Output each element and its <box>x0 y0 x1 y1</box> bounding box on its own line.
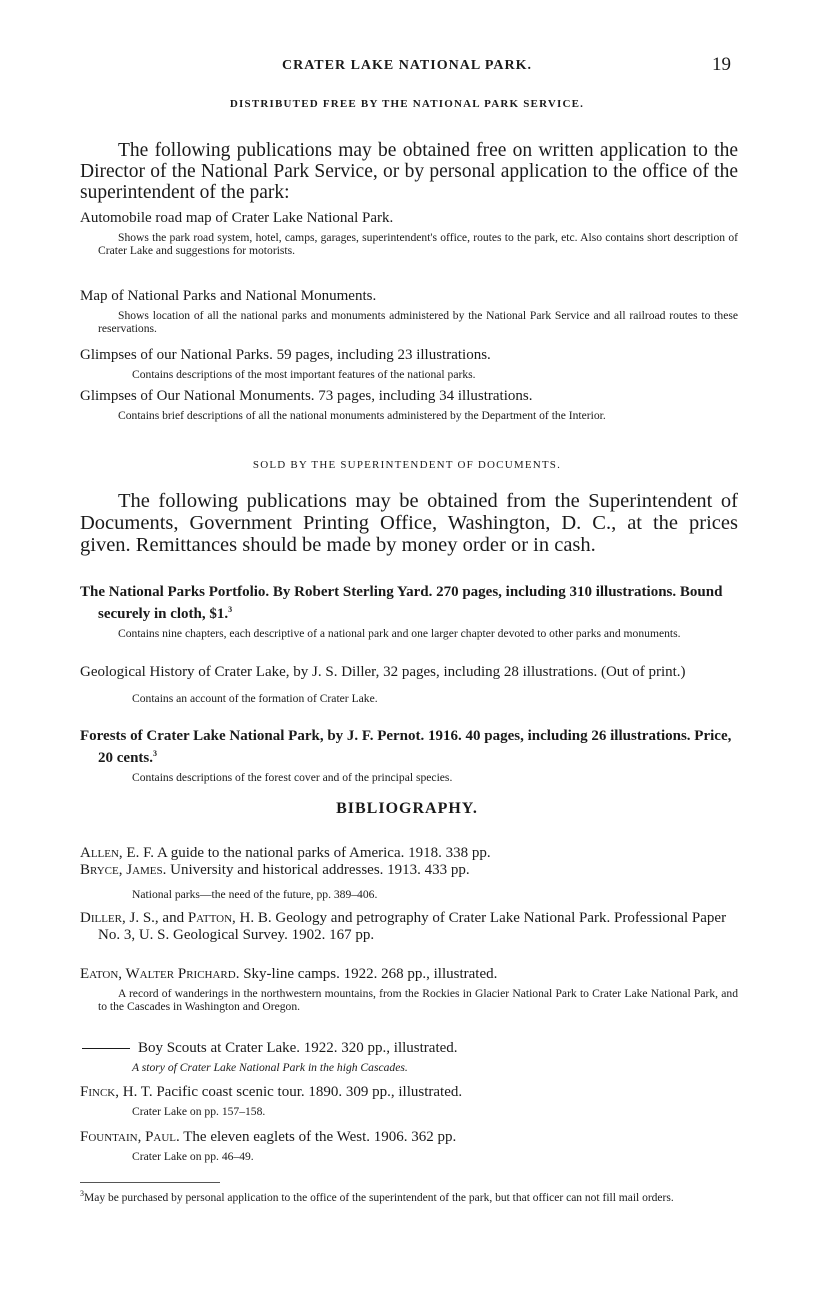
item-description: Contains an account of the formation of Crater Lake. <box>132 692 378 705</box>
entry-text: Pacific coast scenic tour. 1890. 309 pp., illustrated. <box>156 1084 463 1100</box>
free-item <box>80 347 738 382</box>
footnote-rule <box>80 1182 220 1183</box>
entry-author: Bryce, James. <box>80 862 167 878</box>
footnote-marker: 3 <box>80 1189 84 1198</box>
footnote-marker: 3 <box>153 749 157 758</box>
footnote-text: May be purchased by personal application to the office of the superintendent of the park, but that officer can not fill mail orders. <box>84 1191 674 1204</box>
entry-note: Crater Lake on pp. 157–158. <box>132 1105 266 1118</box>
sold-section-intro: The following publications may be obtained from the Superintendent of Documents, Government Printing Office, Washington, D. C., at the prices given. Remittances should be made by money order or in cash. <box>80 490 738 556</box>
free-item <box>80 388 738 423</box>
entry-author: Patton, H. B. <box>187 910 272 926</box>
item-title: Geological History of Crater Lake, by J. S. Diller, 32 pages, including 28 illustrations. (Out of print.) <box>80 664 686 680</box>
bibliography-entry: Diller, J. S., and Patton, H. B. Geology and petrography of Crater Lake National Park. Professional Paper No. 3, U. S. Geological Survey. 1902. 167 pp. <box>80 910 727 943</box>
item-title: Forests of Crater Lake National Park, by J. F. Pernot. 1916. 40 pages, including 26 illustrations. Price, 20 cents.$^3$ <box>80 728 732 766</box>
item-title: Glimpses of Our National Monuments. 73 pages, including 34 illustrations. <box>80 388 533 404</box>
item-title: Glimpses of our National Parks. 59 pages, including 23 illustrations. <box>80 347 491 363</box>
entry-text: Boy Scouts at Crater Lake. 1922. 320 pp., illustrated. <box>138 1040 458 1056</box>
bibliography-heading: BIBLIOGRAPHY. <box>336 800 478 817</box>
free-item <box>80 288 738 335</box>
footnote <box>80 1188 738 1204</box>
entry-text: Geology and petrography of Crater Lake National Park. Professional Paper No. 3, U. S. Geological Survey. 1902. 167 pp. <box>98 910 727 943</box>
free-section-intro: The following publications may be obtained free on written application to the Director of the National Park Service, or by personal application to the office of the superintendent of the park: <box>80 140 738 203</box>
free-item <box>80 210 738 257</box>
entry-author: Fountain, Paul. <box>80 1129 180 1145</box>
entry-text: Sky-line camps. 1922. 268 pp., illustrated. <box>243 966 498 982</box>
bibliography-entry <box>80 1129 738 1164</box>
item-description: Contains descriptions of the most important features of the national parks. <box>132 368 476 381</box>
entry-note: National parks—the need of the future, pp. 389–406. <box>132 888 378 901</box>
item-title: The National Parks Portfolio. By Robert Sterling Yard. 270 pages, including 310 illustrations. Bound securely in cloth, $1.$^3$ <box>80 584 723 622</box>
entry-author: Eaton, Walter Prichard. <box>80 966 240 982</box>
page-number: 19 <box>712 54 731 75</box>
item-description: Contains nine chapters, each descriptive of a national park and one larger chapter devoted to other parks and monuments. <box>118 627 681 640</box>
entry-author: Finck, H. T. <box>80 1084 153 1100</box>
entry-text: The eleven eaglets of the West. 1906. 362 pp. <box>183 1129 457 1145</box>
sold-item <box>80 664 738 706</box>
item-title: Map of National Parks and National Monuments. <box>80 288 377 304</box>
item-description: Shows the park road system, hotel, camps, garages, superintendent's office, routes to the park, etc. Also contains short description of Crater Lake and suggestions for motorists. <box>98 231 738 257</box>
item-description: Shows location of all the national parks and monuments administered by the National Park Service and all railroad routes to these reservations. <box>98 309 738 335</box>
running-header: CRATER LAKE NATIONAL PARK. <box>281 58 533 73</box>
ditto-dash <box>82 1048 130 1049</box>
bibliography-entry <box>80 862 738 902</box>
entry-note: A record of wanderings in the northwestern mountains, from the Rockies in Glacier National Park to Crater Lake National Park, and to the Cascades in Washington and Oregon. <box>98 987 738 1013</box>
footnote-marker: 3 <box>228 605 233 614</box>
item-title: Automobile road map of Crater Lake National Park. <box>80 210 394 226</box>
entry-note: Crater Lake on pp. 46–49. <box>132 1150 254 1163</box>
entry-text: A guide to the national parks of America. 1918. 338 pp. <box>156 845 491 861</box>
bibliography-entry <box>80 1040 738 1075</box>
entry-author: Diller, J. S., <box>80 910 159 926</box>
item-description: Contains descriptions of the forest cover and of the principal species. <box>132 771 453 784</box>
sold-item <box>80 584 738 641</box>
free-section-heading: DISTRIBUTED FREE BY THE NATIONAL PARK SERVICE. <box>229 98 585 110</box>
entry-note: A story of Crater Lake National Park in the high Cascades. <box>132 1061 408 1074</box>
bibliography-entry <box>80 1084 738 1119</box>
entry-author: Allen, E. F. <box>80 845 154 861</box>
bibliography-entry <box>80 966 738 1013</box>
sold-item <box>80 728 738 785</box>
sold-section-heading: SOLD BY THE SUPERINTENDENT OF DOCUMENTS. <box>252 459 562 471</box>
bibliography-entry <box>80 845 738 862</box>
item-description: Contains brief descriptions of all the national monuments administered by the Department of the Interior. <box>118 409 606 422</box>
entry-text: University and historical addresses. 1913. 433 pp. <box>170 862 470 878</box>
